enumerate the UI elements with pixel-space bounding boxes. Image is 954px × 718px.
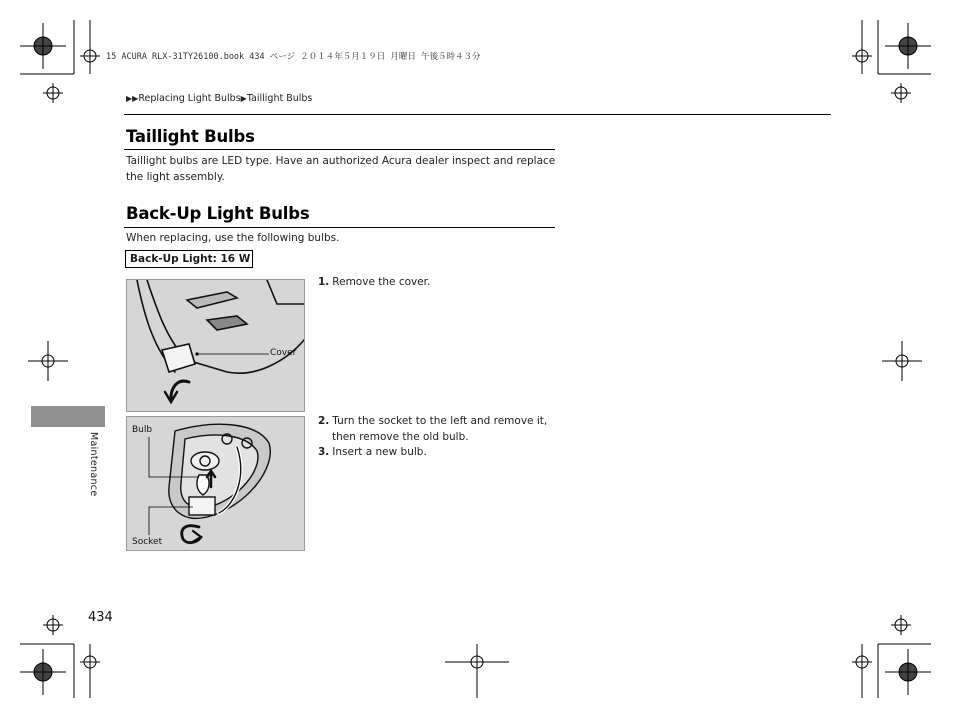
backup-heading-rule <box>124 227 555 228</box>
taillight-heading: Taillight Bulbs <box>126 127 255 146</box>
backup-intro: When replacing, use the following bulbs. <box>126 232 340 244</box>
step-2-number: 2. <box>318 415 330 427</box>
breadcrumb-parent-link[interactable]: Replacing Light Bulbs <box>138 93 241 104</box>
step-2-text: Turn the socket to the left and remove it, then remove the old bulb. <box>332 415 548 443</box>
taillight-heading-rule <box>124 149 555 150</box>
breadcrumb-separator: ▶ <box>240 94 247 103</box>
breadcrumb-current: Taillight Bulbs <box>246 93 313 104</box>
step-1-number: 1. <box>318 276 330 288</box>
step-1-text: Remove the cover. <box>332 276 431 288</box>
bulb-label: Bulb <box>132 425 153 435</box>
section-tab[interactable] <box>31 406 105 427</box>
step-3 <box>318 444 427 460</box>
header-divider <box>124 114 831 115</box>
socket-figure <box>126 416 305 551</box>
breadcrumb-arrows: ▶▶ <box>126 94 139 103</box>
cover-label: Cover <box>270 348 297 358</box>
page-number: 434 <box>88 610 113 625</box>
section-label: Maintenance <box>88 432 99 497</box>
cover-leader-line <box>127 280 304 411</box>
bulb-spec-box: Back-Up Light: 16 W <box>125 250 253 268</box>
taillight-body: Taillight bulbs are LED type. Have an authorized Acura dealer inspect and replace the light assembly. <box>126 155 556 183</box>
breadcrumb <box>126 93 312 104</box>
step-1 <box>318 274 430 290</box>
print-header: 15 ACURA RLX-31TY26100.book 434 ページ ２０１４年５月１９日 月曜日 午後５時４３分 <box>106 52 481 62</box>
socket-label: Socket <box>132 537 163 547</box>
step-3-number: 3. <box>318 446 330 458</box>
backup-heading: Back-Up Light Bulbs <box>126 204 310 223</box>
step-2 <box>318 413 558 445</box>
socket-illustration <box>127 417 304 550</box>
step-3-text: Insert a new bulb. <box>332 446 427 458</box>
cover-figure <box>126 279 305 412</box>
